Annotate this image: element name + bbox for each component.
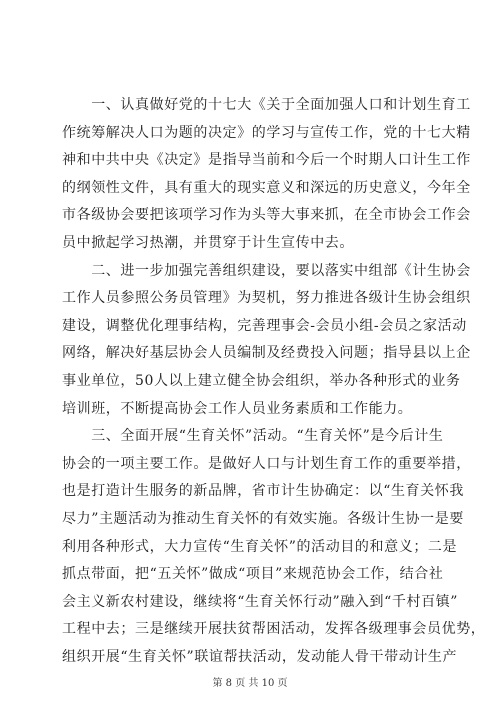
text-line: 工作人员参照公务员管理》为契机，努力推进各级计生协会组织 [62,290,471,307]
paragraph-3 [62,423,486,671]
text-line: 也是打造计生服务的新品牌，省市计生协确定：以“生育关怀我 [62,483,464,500]
text-line: 工程中去；三是继续开展扶贫帮困活动，发挥各级理事会员优势， [62,621,486,638]
document-body [62,92,486,671]
text-line: 市各级协会要把该项学习作为头等大事来抓，在全市协会工作会 [62,207,471,224]
page-number-label: 第 8 页 共 10 页 [212,678,288,689]
paragraph-2 [62,258,471,424]
page-footer [0,677,500,691]
text-line: 建设，调整优化理事结构，完善理事会-会员小组-会员之家活动 [62,317,467,334]
text-line: 培训班，不断提高协会工作人员业务素质和工作能力。 [62,400,413,417]
text-line: 作统筹解决人口为题的决定》的学习与宣传工作，党的十七大精 [62,124,471,141]
text-line: 的纲领性文件，具有重大的现实意义和深远的历史意义，今年全 [62,179,471,196]
text-line: 尽力”主题活动为推动生育关怀的有效实施。各级计生协一是要 [62,510,464,527]
text-line: 抓点带面，把“五关怀”做成“项目”来规范协会工作，结合社 [62,566,444,583]
text-line: 三、全面开展“生育关怀”活动。“生育关怀”是今后计生 [62,428,444,445]
text-line: 神和中共中央《决定》是指导当前和今后一个时期人口计生工作 [62,152,471,169]
text-line: 会主义新农村建设，继续将“生育关怀行动”融入到“千村百镇” [62,593,459,610]
text-line: 组织开展“生育关怀”联谊帮扶活动，发动能人骨干带动计生产 [62,648,458,665]
text-line: 协会的一项主要工作。是做好人口与计划生育工作的重要举措， [62,455,471,472]
text-line: 利用各种形式，大力宣传“生育关怀”的活动目的和意义；二是 [62,538,458,555]
text-line: 事业单位，50人以上建立健全协会组织，举办各种形式的业务 [62,372,461,389]
text-line: 二、进一步加强完善组织建设，要以落实中组部《计生协会 [62,262,471,279]
text-line: 一、认真做好党的十七大《关于全面加强人口和计划生育工 [62,97,471,113]
text-line: 员中掀起学习热潮，并贯穿于计生宣传中去。 [62,234,354,251]
paragraph-1 [62,92,471,258]
text-line: 网络，解决好基层协会人员编制及经费投入问题；指导县以上企 [62,345,471,362]
